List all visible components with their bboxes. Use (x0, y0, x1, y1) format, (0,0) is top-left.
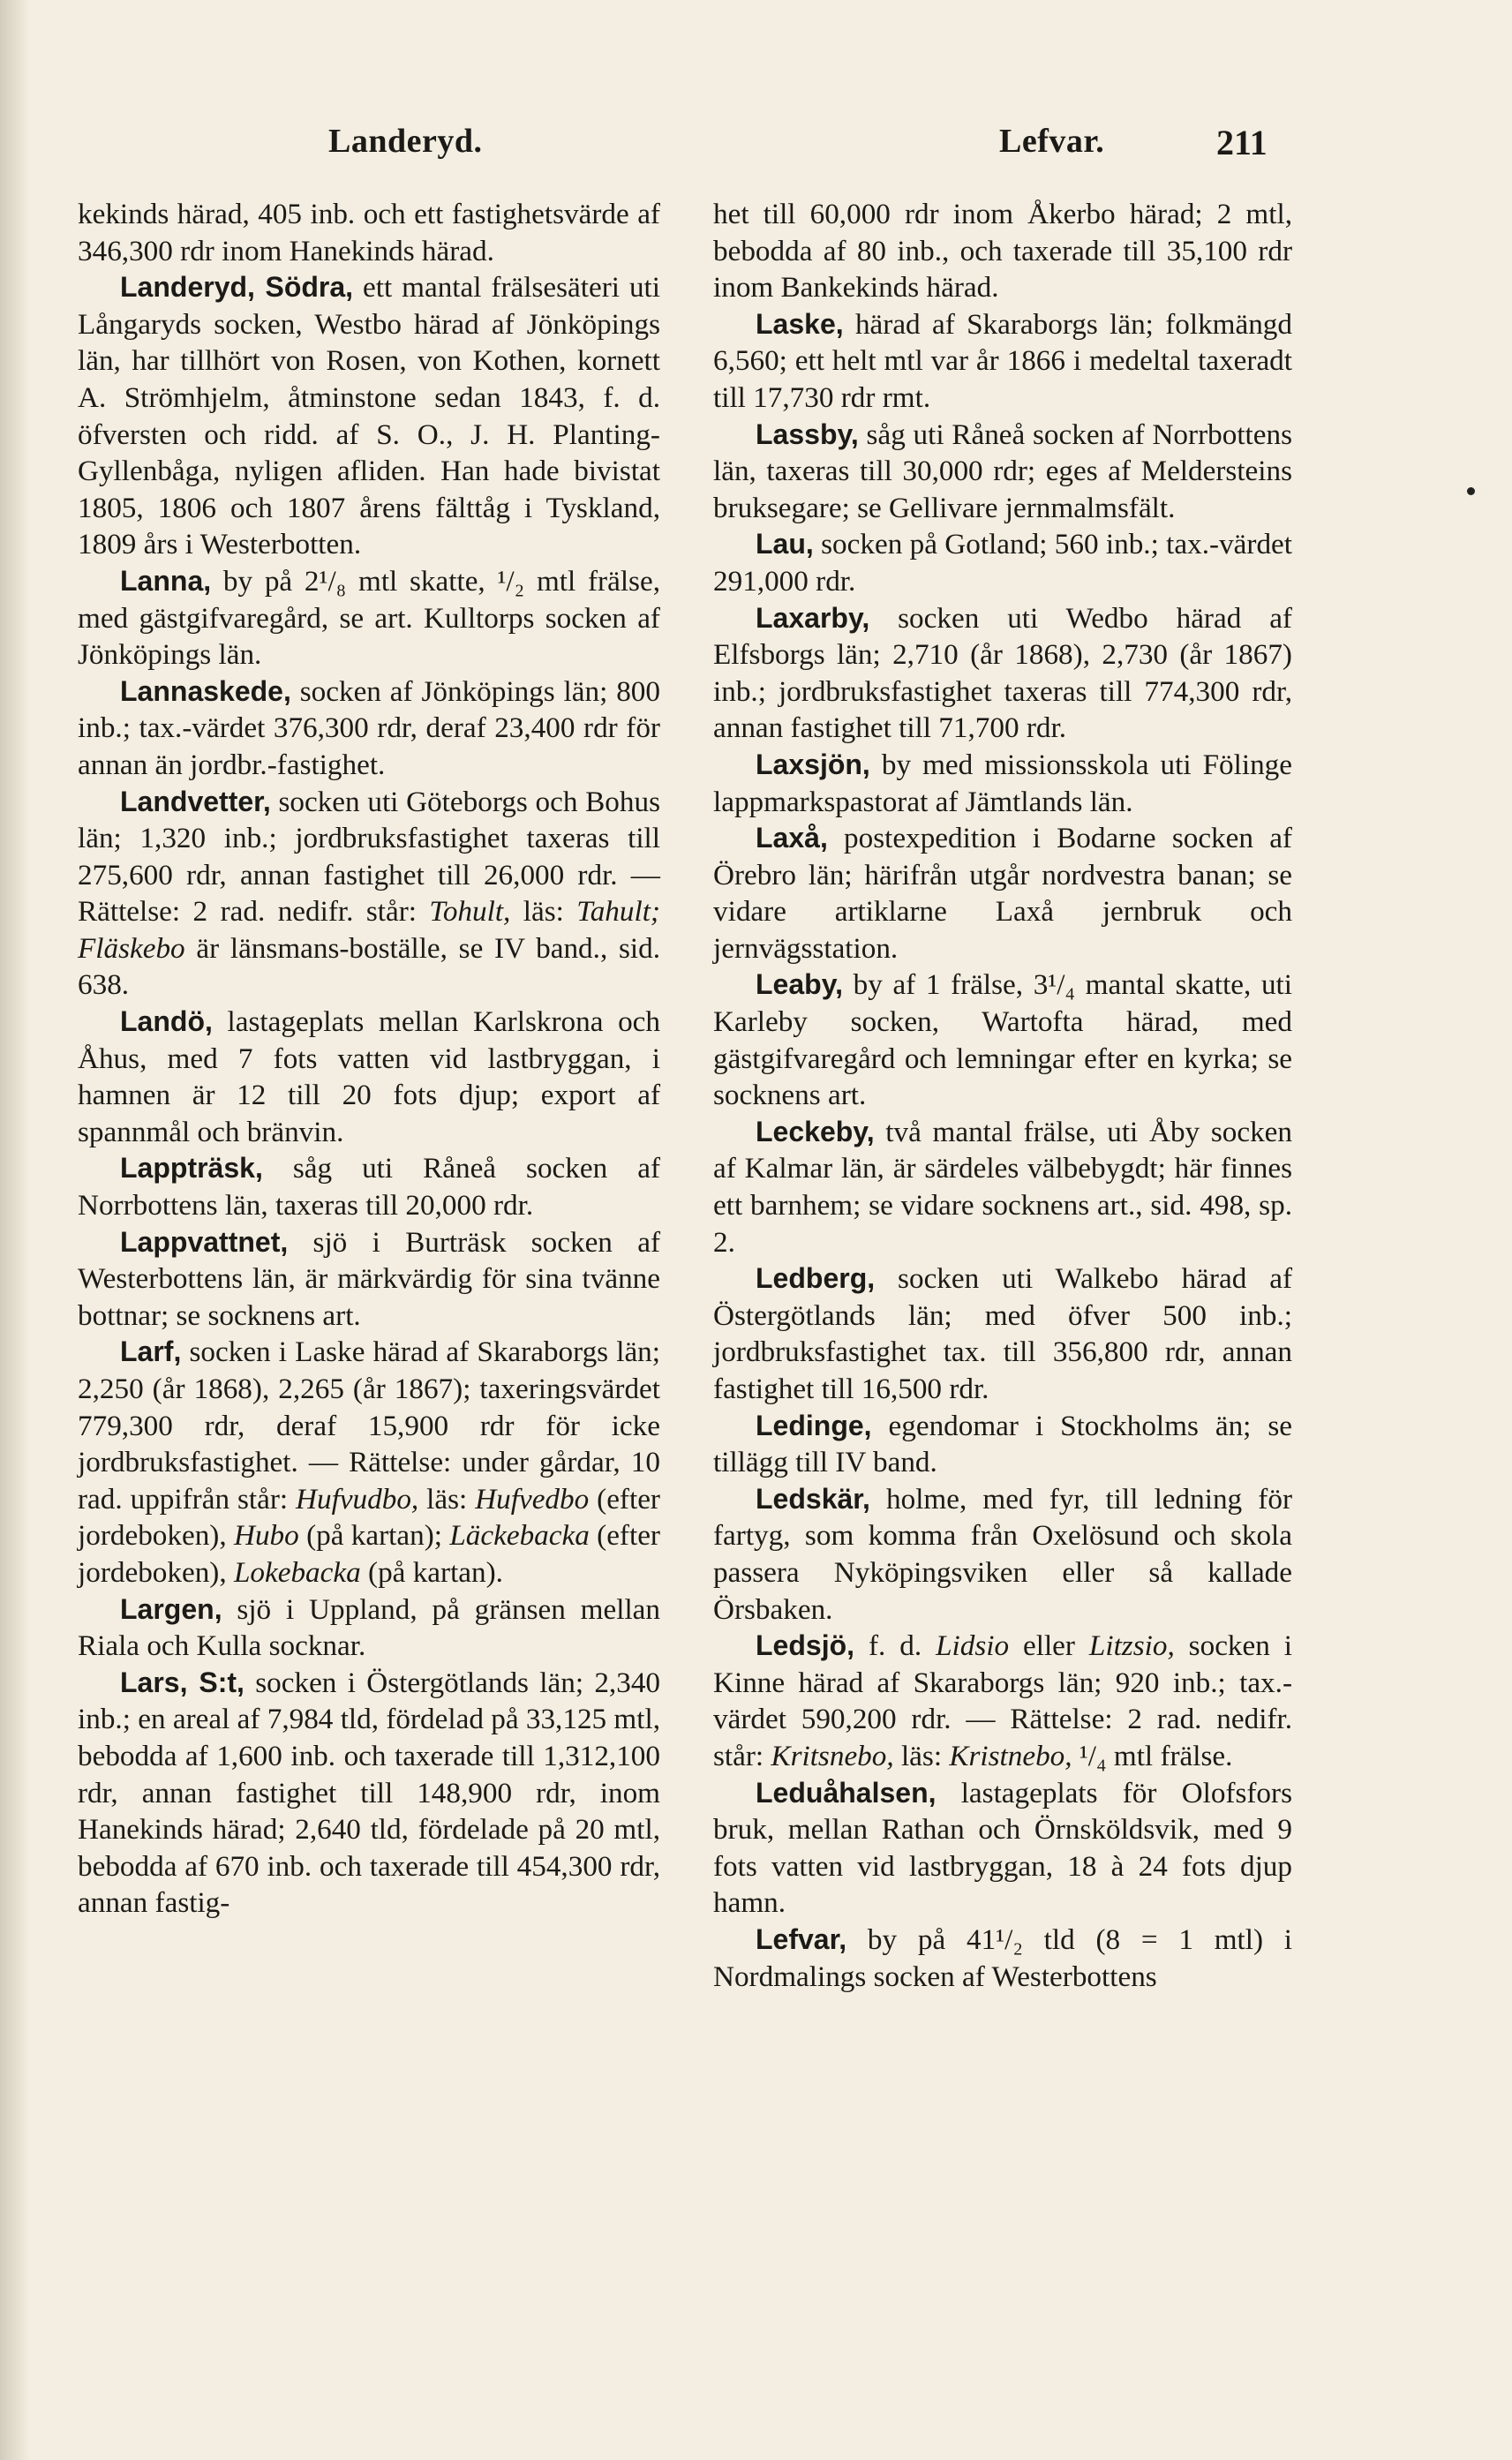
entry-headword: Lappvattnet, (120, 1225, 289, 1258)
header-right-title: Lefvar. (999, 123, 1105, 160)
entry-text: by på 2¹/₈ mtl skatte, ¹/₂ mtl frälse, med gästgifvaregård, se art. Kulltorps socken af Jönköpings län. (78, 564, 660, 672)
entry-headword: Ledskär, (756, 1482, 870, 1515)
entry-headword: Landö, (120, 1005, 213, 1038)
entry-text: by på 41¹/₂ tld (8 = 1 mtl) i Nordmalings socken af Westerbottens (713, 1922, 1292, 1993)
dictionary-entry (713, 417, 1292, 527)
entry-headword: Laxå, (756, 822, 828, 854)
entry-italic-text: Litzsio, (1088, 1629, 1175, 1663)
entry-italic-text: Lokebacka (233, 1555, 361, 1589)
entry-text: (på kartan). (360, 1555, 503, 1589)
dictionary-entry (78, 269, 660, 563)
dictionary-entry (713, 526, 1292, 599)
dictionary-entry (713, 1922, 1292, 1995)
dictionary-entry (78, 1150, 660, 1223)
entry-text: är länsmans-boställe, se IV band., sid. 638. (78, 931, 660, 1002)
entry-italic-text: Kristnebo, (949, 1739, 1072, 1772)
entry-headword: Larf, (120, 1335, 182, 1368)
dictionary-entry (78, 784, 660, 1004)
dictionary-entry (713, 600, 1292, 747)
dictionary-entry (713, 820, 1292, 967)
entry-text: socken uti Göteborgs och Bohus län; 1,320 inb.; jordbruksfastighet taxeras till 275,600 rdr, annan fastighet till 26,000 rdr. — Rättelse: 2 rad. nedifr. står: (78, 785, 660, 929)
entry-text: socken i Östergötlands län; 2,340 inb.; en areal af 7,984 tld, fördelad på 33,125 mtl, bebodda af 1,600 inb. och taxerade till 1,312,100 rdr, annan fastighet till 148,900 rdr, inom Hanekinds härad; 2,640 tld, fördelade på 20 mtl, bebodda af 670 inb. och taxerade till 454,300 rdr, annan fastig- (78, 1666, 661, 1920)
entry-italic-text: Hufvudbo, (296, 1482, 419, 1516)
entry-text: socken i Kinne härad af Skaraborgs län; 920 inb.; tax.-värdet 590,200 rdr. — Rättelse: 2 rad. nedifr. står: (713, 1629, 1292, 1772)
entry-headword: Leckeby, (756, 1115, 875, 1147)
dictionary-entry (78, 1665, 660, 1922)
entry-text: kekinds härad, 405 inb. och ett fastighetsvärde af 346,300 rdr inom Hanekinds härad. (78, 198, 660, 267)
entry-text: ett mantal frälsesäteri uti Långaryds socken, Westbo härad af Jönköpings län, har tillhört von Rosen, von Kothen, kornett A. Strömhjelm, åtminstone sedan 1843, f. d. öfversten och ridd. af S. O., J. H. Planting-Gyllenbåga, nyligen afliden. Han hade bivistat 1805, 1806 och 1807 årens fälttåg i Tyskland, 1809 års i Westerbotten. (78, 271, 660, 561)
entry-text: holme, med fyr, till ledning för fartyg, som komma från Oxelösund och skola passera Nyköpingsviken eller så kallade Örsbaken. (713, 1482, 1292, 1626)
left-column (78, 196, 660, 1922)
entry-text: egendomar i Stockholms än; se tillägg till IV band. (713, 1409, 1292, 1479)
entry-text: socken uti Walkebo härad af Östergötlands län; med öfver 500 inb.; jordbruksfastighet tax. till 356,800 rdr, annan fastighet till 16,500 rdr. (713, 1262, 1292, 1405)
header-left-title: Landeryd. (328, 123, 483, 160)
entry-text: läs: (893, 1739, 950, 1772)
entry-text: två mantal frälse, uti Åby socken af Kalmar län, är särdeles välbebygdt; här finnes ett barnhem; se vidare socknens art., sid. 498, sp. 2. (713, 1115, 1292, 1259)
entry-italic-text: Hufvedbo (475, 1482, 590, 1516)
entry-headword: Leduåhalsen, (756, 1776, 937, 1809)
entry-headword: Ledinge, (756, 1409, 872, 1441)
entry-text: (efter jordeboken), (78, 1519, 660, 1589)
entry-text: såg uti Råneå socken af Norrbottens län, taxeras till 30,000 rdr; eges af Meldersteins bruksegare; se Gellivare jernmalmsfält. (713, 418, 1292, 524)
entry-text: by med missionsskola uti Fölinge lappmarkspastorat af Jämtlands län. (713, 748, 1292, 818)
entry-text: socken uti Wedbo härad af Elfsborgs län; 2,710 (år 1868), 2,730 (år 1867) inb.; jordbruksfastighet taxeras till 774,300 rdr, annan fastighet till 71,700 rdr. (713, 601, 1292, 745)
page-number: 211 (1216, 123, 1268, 162)
book-binding-edge (0, 0, 30, 2460)
dictionary-entry (713, 967, 1292, 1113)
dictionary-entry (713, 747, 1292, 820)
entry-text: läs: (510, 895, 577, 929)
entry-text: sjö i Uppland, på gränsen mellan Riala och Kulla socknar. (78, 1592, 660, 1663)
entry-text: socken i Laske härad af Skaraborgs län; 2,250 (år 1868), 2,265 (år 1867); taxeringsvärdet 779,300 rdr, deraf 15,900 rdr för icke jordbruksfastighet. — Rättelse: under gårdar, 10 rad. uppifrån står: (78, 1335, 660, 1516)
entry-text: läs: (418, 1482, 476, 1516)
entry-headword: Lappträsk, (120, 1152, 263, 1185)
dictionary-entry (78, 1591, 660, 1665)
dictionary-entry (713, 1260, 1292, 1407)
entry-headword: Ledberg, (756, 1262, 876, 1295)
entry-headword: Lassby, (756, 418, 859, 450)
entry-text: (efter jordeboken), (78, 1482, 660, 1553)
entry-text: såg uti Råneå socken af Norrbottens län, taxeras till 20,000 rdr. (78, 1152, 660, 1222)
entry-text: (på kartan); (298, 1519, 450, 1553)
entry-text: lastageplats mellan Karlskrona och Åhus, med 7 fots vatten vid lastbryggan, i hamnen är 12 till 20 fots djup; export af spannmål och bränvin. (78, 1005, 660, 1148)
entry-headword: Ledsjö, (756, 1629, 855, 1662)
dictionary-entry (713, 1114, 1292, 1260)
entry-text: lastageplats för Olofsfors bruk, mellan Rathan och Örnsköldsvik, med 9 fots vatten vid lastbryggan, 18 à 24 fots djup hamn. (713, 1776, 1292, 1920)
entry-italic-text: Läckebacka (449, 1519, 590, 1553)
entry-italic-text: Kritsnebo, (771, 1739, 894, 1772)
margin-ink-dot (1467, 487, 1475, 495)
entry-italic-text: Lidsio (936, 1629, 1010, 1663)
entry-text: sjö i Burträsk socken af Westerbottens län, är märkvärdig för sina tvänne bottnar; se socknens art. (78, 1225, 660, 1332)
entry-text: postexpedition i Bodarne socken af Örebro län; härifrån utgår nordvestra banan; se vidare artiklarne Laxå jernbruk och jernvägsstation. (713, 822, 1292, 965)
right-column (713, 196, 1292, 1995)
running-header (0, 122, 1512, 175)
dictionary-entry (78, 1004, 660, 1150)
dictionary-entry (713, 1481, 1292, 1628)
entry-italic-text: Tahult; Fläskebo (78, 895, 660, 965)
entry-italic-text: Hubo (233, 1519, 299, 1553)
entry-text: socken af Jönköpings län; 800 inb.; tax.-värdet 376,300 rdr, deraf 23,400 rdr för annan än jordbr.-fastighet. (78, 674, 660, 781)
entry-text: ¹/₄ mtl frälse. (1072, 1739, 1233, 1772)
entry-headword: Laxsjön, (756, 748, 870, 780)
entry-headword: Lefvar, (756, 1922, 847, 1955)
entry-headword: Laske, (756, 307, 844, 340)
dictionary-entry (78, 563, 660, 673)
entry-italic-text: Tohult, (429, 895, 511, 929)
entry-headword: Landeryd, Södra, (120, 271, 354, 304)
dictionary-entry (78, 196, 660, 269)
entry-text: härad af Skaraborgs län; folkmängd 6,560; ett helt mtl var år 1866 i medeltal taxeradt till 17,730 rdr rmt. (713, 307, 1292, 414)
entry-headword: Landvetter, (120, 785, 271, 817)
dictionary-entry (713, 1775, 1292, 1922)
entry-text: het till 60,000 rdr inom Åkerbo härad; 2 mtl, bebodda af 80 inb., och taxerade till 35,100 rdr inom Bankekinds härad. (713, 198, 1292, 305)
entry-headword: Leaby, (756, 968, 843, 1001)
entry-text: f. d. (854, 1629, 937, 1663)
entry-headword: Lannaskede, (120, 674, 291, 707)
entry-headword: Lanna, (120, 564, 212, 597)
entry-text: by af 1 frälse, 3¹/₄ mantal skatte, uti Karleby socken, Wartofta härad, med gästgifvaregård och lemningar efter en kyrka; se socknens art. (713, 968, 1292, 1112)
entry-headword: Largen, (120, 1592, 222, 1625)
dictionary-entry (78, 673, 660, 784)
dictionary-entry (713, 306, 1292, 417)
dictionary-entry (713, 1628, 1292, 1774)
entry-headword: Laxarby, (756, 601, 870, 634)
dictionary-entry (78, 1334, 660, 1591)
entry-text: eller (1009, 1629, 1089, 1663)
dictionary-entry (713, 196, 1292, 306)
entry-headword: Lau, (756, 528, 814, 560)
dictionary-entry (78, 1224, 660, 1335)
entry-headword: Lars, S:t, (120, 1666, 244, 1698)
dictionary-entry (713, 1408, 1292, 1481)
entry-text: socken på Gotland; 560 inb.; tax.-värdet 291,000 rdr. (713, 528, 1292, 598)
